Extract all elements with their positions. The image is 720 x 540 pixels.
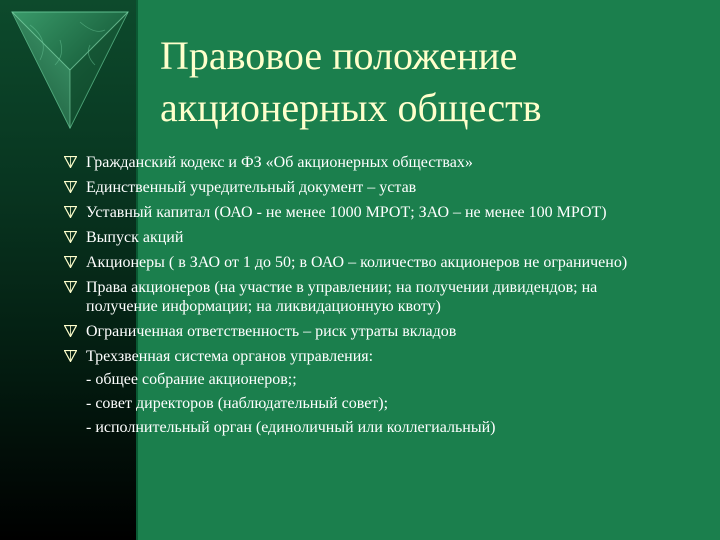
list-item — [86, 278, 666, 316]
bullet-text: Выпуск акций — [86, 229, 184, 246]
list-item — [86, 253, 666, 272]
list-item — [86, 347, 666, 437]
bullet-text: Акционеры ( в ЗАО от 1 до 50; в ОАО – количество акционеров не ограничено) — [86, 254, 628, 271]
title-line-1: Правовое положение — [160, 33, 518, 78]
triangle-down-bullet-icon — [64, 281, 77, 293]
list-item — [86, 203, 666, 222]
triangle-down-bullet-icon — [64, 256, 77, 268]
triangle-down-bullet-icon — [64, 181, 77, 193]
triangle-down-bullet-icon — [64, 350, 77, 362]
sub-list-item: - общее собрание акционеров;; — [86, 371, 297, 388]
bullet-text: Единственный учредительный документ – устав — [86, 179, 417, 196]
list-item — [86, 153, 666, 172]
bullet-text: Гражданский кодекс и ФЗ «Об акционерных обществах» — [86, 154, 473, 171]
list-item — [86, 228, 666, 247]
sub-list-item: - исполнительный орган (единоличный или коллегиальный) — [86, 419, 496, 436]
bullet-text: Трехзвенная система органов управления: — [86, 348, 374, 365]
sub-list — [86, 370, 666, 437]
bullet-text: Права акционеров (на участие в управлении; на получении дивидендов; на получение информации; на ликвидационную квоту) — [86, 279, 598, 315]
triangle-down-bullet-icon — [64, 325, 77, 337]
green-marble-triangle-icon — [10, 10, 130, 130]
list-item — [86, 178, 666, 197]
title-line-2: акционерных обществ — [160, 85, 542, 130]
triangle-down-bullet-icon — [64, 231, 77, 243]
bullet-text: Ограниченная ответственность – риск утраты вкладов — [86, 323, 457, 340]
bullet-list — [86, 153, 666, 443]
list-item — [86, 322, 666, 341]
sub-list-item: - совет директоров (наблюдательный совет); — [86, 395, 389, 412]
bullet-text: Уставный капитал (ОАО - не менее 1000 МРОТ; ЗАО – не менее 100 МРОТ) — [86, 204, 607, 221]
slide-title — [160, 30, 700, 134]
triangle-down-bullet-icon — [64, 206, 77, 218]
triangle-down-bullet-icon — [64, 156, 77, 168]
